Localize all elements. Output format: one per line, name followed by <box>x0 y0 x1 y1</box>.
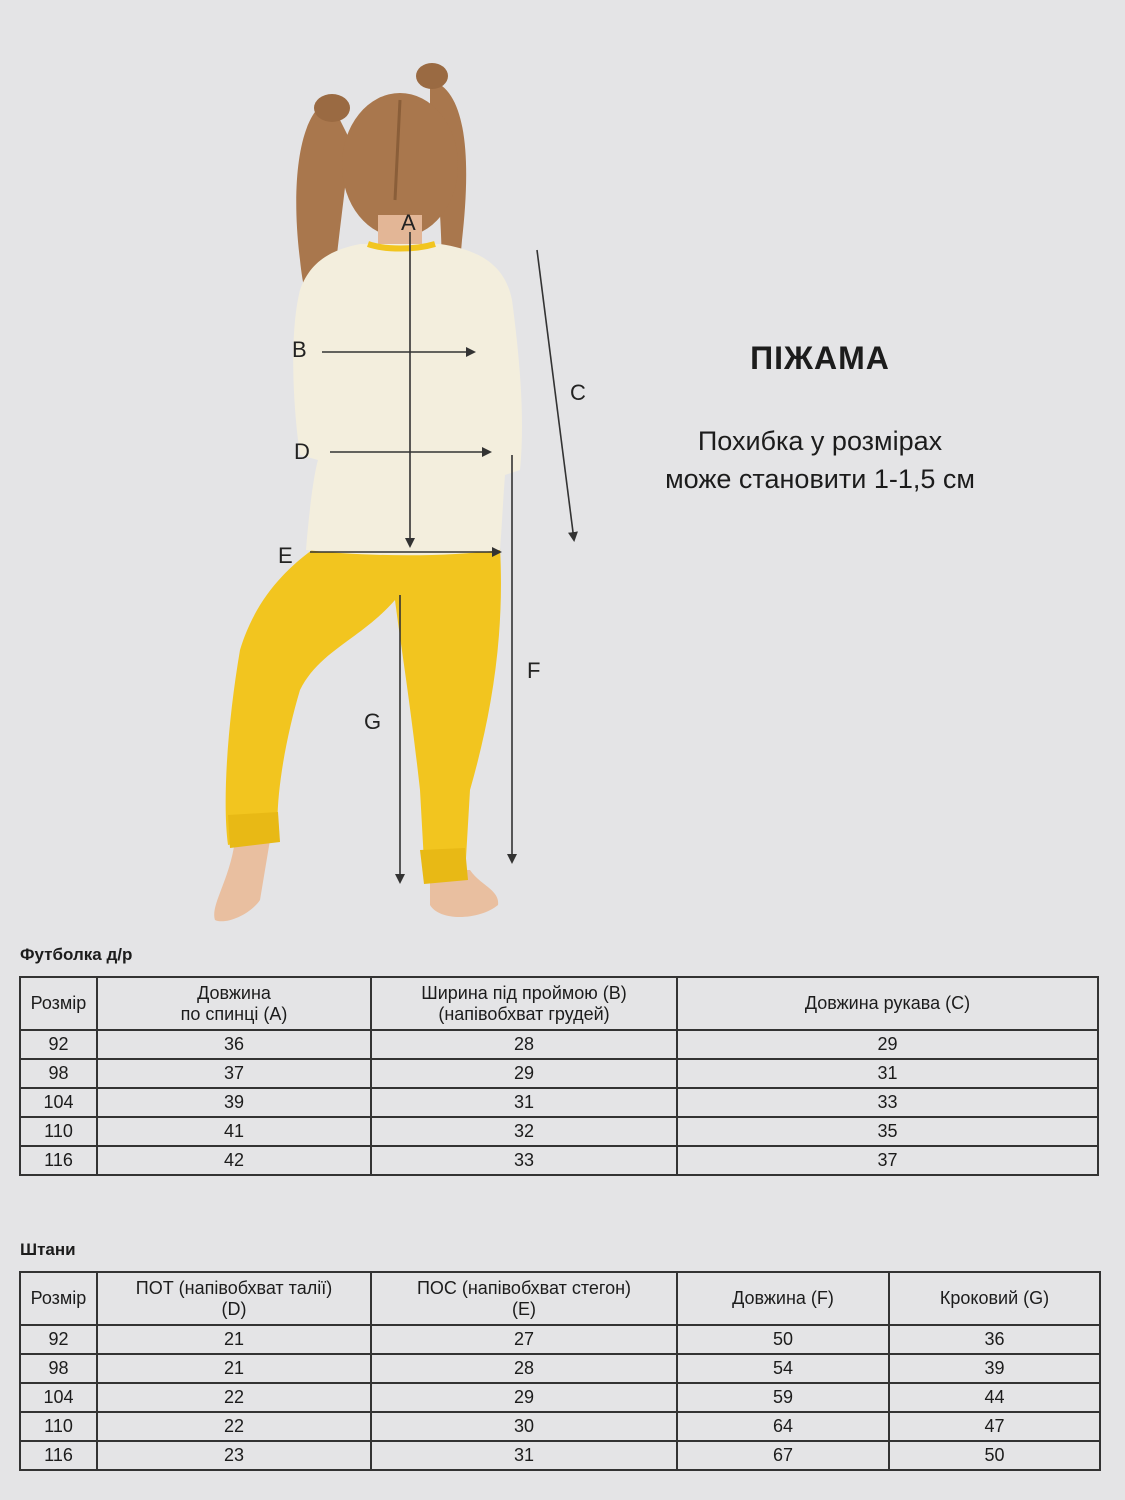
size-cell: 104 <box>20 1383 97 1412</box>
note-line-1: Похибка у розмірах <box>697 426 943 456</box>
label-f: F <box>527 658 541 683</box>
hair-bun-left <box>314 94 350 122</box>
header-cell: Розмір <box>20 977 97 1030</box>
header-cell: Ширина під проймою (В) (напівобхват грудей) <box>371 977 677 1030</box>
arrow-c <box>537 250 574 540</box>
value-cell: 39 <box>97 1088 371 1117</box>
label-g: G <box>364 709 382 734</box>
label-b: B <box>292 337 307 362</box>
value-cell: 27 <box>371 1325 677 1354</box>
value-cell: 39 <box>889 1354 1100 1383</box>
header-cell: Довжина по спинці (А) <box>97 977 371 1030</box>
value-cell: 33 <box>371 1146 677 1175</box>
table-row <box>20 1117 1098 1146</box>
page-title: ПІЖАМА <box>750 340 890 376</box>
size-cell: 104 <box>20 1088 97 1117</box>
value-cell: 23 <box>97 1441 371 1470</box>
size-cell: 98 <box>20 1354 97 1383</box>
table-row <box>20 1325 1100 1354</box>
value-cell: 30 <box>371 1412 677 1441</box>
table-row <box>20 1383 1100 1412</box>
table-row <box>20 1441 1100 1470</box>
table-row <box>20 1059 1098 1088</box>
value-cell: 37 <box>97 1059 371 1088</box>
header-cell: ПОТ (напівобхват талії) (D) <box>97 1272 371 1325</box>
note-line-2: може становити 1-1,5 см <box>665 464 975 494</box>
value-cell: 29 <box>371 1059 677 1088</box>
value-cell: 36 <box>97 1030 371 1059</box>
table-header-row <box>20 1272 1100 1325</box>
label-e: E <box>278 543 293 568</box>
pants-table-title: Штани <box>20 1240 76 1259</box>
value-cell: 22 <box>97 1412 371 1441</box>
value-cell: 47 <box>889 1412 1100 1441</box>
table-header-row <box>20 977 1098 1030</box>
size-tolerance-note <box>600 422 1040 498</box>
size-cell: 116 <box>20 1146 97 1175</box>
value-cell: 28 <box>371 1030 677 1059</box>
value-cell: 32 <box>371 1117 677 1146</box>
size-cell: 98 <box>20 1059 97 1088</box>
value-cell: 33 <box>677 1088 1098 1117</box>
value-cell: 64 <box>677 1412 889 1441</box>
value-cell: 31 <box>371 1441 677 1470</box>
pants-cuff-right <box>420 848 468 884</box>
value-cell: 31 <box>371 1088 677 1117</box>
shirt <box>293 244 522 555</box>
header-cell: Кроковий (G) <box>889 1272 1100 1325</box>
header-cell: ПОС (напівобхват стегон) (E) <box>371 1272 677 1325</box>
label-c: C <box>570 380 586 405</box>
value-cell: 59 <box>677 1383 889 1412</box>
value-cell: 54 <box>677 1354 889 1383</box>
value-cell: 37 <box>677 1146 1098 1175</box>
value-cell: 36 <box>889 1325 1100 1354</box>
value-cell: 42 <box>97 1146 371 1175</box>
value-cell: 21 <box>97 1325 371 1354</box>
left-leg <box>214 840 270 921</box>
label-a: A <box>401 210 416 235</box>
size-cell: 110 <box>20 1412 97 1441</box>
header-cell: Розмір <box>20 1272 97 1325</box>
size-cell: 92 <box>20 1030 97 1059</box>
value-cell: 28 <box>371 1354 677 1383</box>
header-cell: Довжина (F) <box>677 1272 889 1325</box>
header-cell: Довжина рукава (С) <box>677 977 1098 1030</box>
size-cell: 92 <box>20 1325 97 1354</box>
value-cell: 31 <box>677 1059 1098 1088</box>
table-row <box>20 1412 1100 1441</box>
hair-bun-right <box>416 63 448 89</box>
size-cell: 116 <box>20 1441 97 1470</box>
table-row <box>20 1146 1098 1175</box>
value-cell: 44 <box>889 1383 1100 1412</box>
table-row <box>20 1088 1098 1117</box>
label-d: D <box>294 439 310 464</box>
shirt-table-title: Футболка д/р <box>20 945 133 964</box>
value-cell: 50 <box>889 1441 1100 1470</box>
pants-size-table <box>19 1271 1101 1471</box>
value-cell: 50 <box>677 1325 889 1354</box>
value-cell: 21 <box>97 1354 371 1383</box>
value-cell: 35 <box>677 1117 1098 1146</box>
shirt-size-table <box>19 976 1099 1176</box>
pants-cuff-left <box>228 812 280 848</box>
value-cell: 29 <box>677 1030 1098 1059</box>
size-cell: 110 <box>20 1117 97 1146</box>
value-cell: 67 <box>677 1441 889 1470</box>
value-cell: 29 <box>371 1383 677 1412</box>
table-row <box>20 1030 1098 1059</box>
child-figure <box>214 63 522 921</box>
table-row <box>20 1354 1100 1383</box>
value-cell: 22 <box>97 1383 371 1412</box>
value-cell: 41 <box>97 1117 371 1146</box>
